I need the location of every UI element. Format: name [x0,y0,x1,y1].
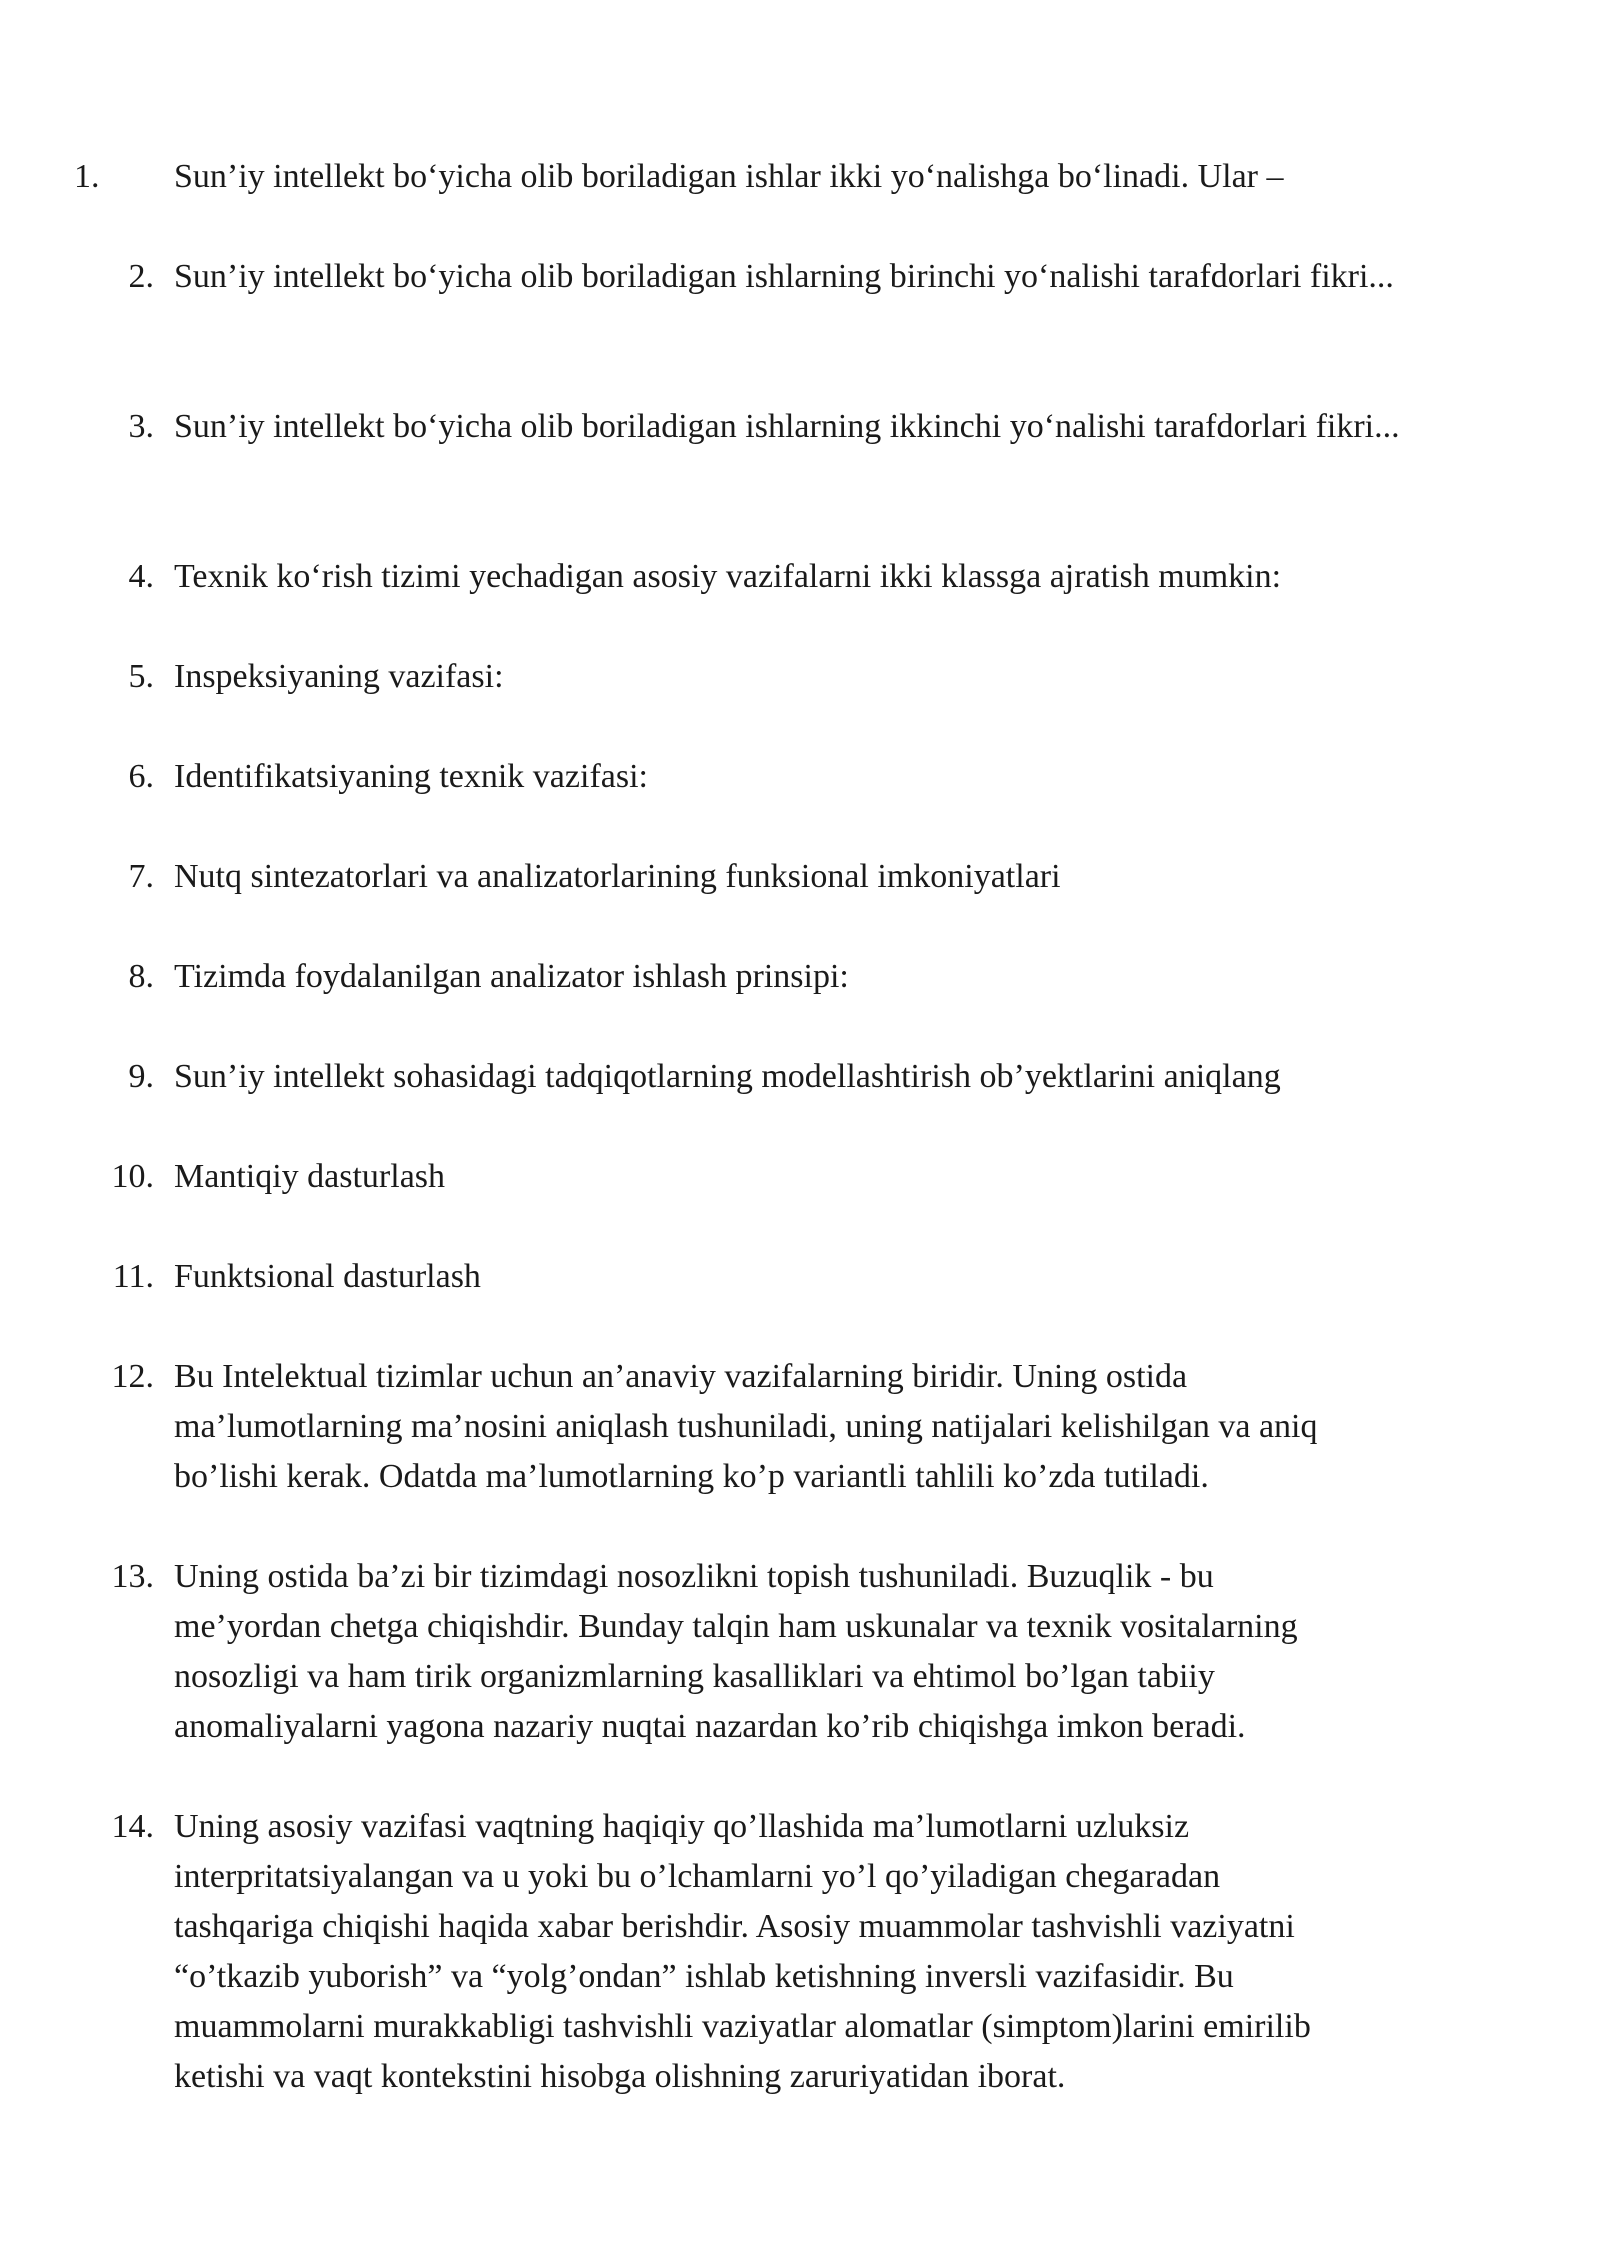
text-line: Texnik ko‘rish tizimi yechadigan asosiy vazifalarni ikki klassga ajratish mumkin: [174,558,1282,595]
list-number: 5. [128,658,154,695]
list-item-text [174,1252,1494,1302]
text-line: me’yordan chetga chiqishdir. Bunday talqin ham uskunalar va texnik vositalarning [174,1608,1298,1645]
list-number: 7. [128,858,154,895]
list-item-text: Sun’iy intellekt bo‘yicha olib boriladigan ishlarning ikkinchi yo‘nalishi tarafdorlari fikri... [174,408,1400,445]
text-line: “o’tkazib yuborish” va “yolg’ondan” ishlab ketishning inversli vazifasidir. Bu [174,1958,1234,1995]
text-line: anomaliyalarni yagona nazariy nuqtai nazardan ko’rib chiqishga imkon beradi. [174,1708,1246,1745]
list-item-text [174,752,1494,802]
list-number: 13. [111,1558,154,1595]
text-line: Identifikatsiyaning texnik vazifasi: [174,758,648,795]
list-number: 1. [74,158,100,195]
list-number: 6. [128,758,154,795]
list-number: 8. [128,958,154,995]
list-item-text [174,652,1494,702]
list-item-text: Sun’iy intellekt bo‘yicha olib boriladigan ishlarning birinchi yo‘nalishi tarafdorlari fikri... [174,258,1394,295]
text-line: muammolarni murakkabligi tashvishli vaziyatlar alomatlar (simptom)larini emirilib [174,2008,1311,2045]
list-item-text [174,552,1494,602]
text-line: Nutq sintezatorlari va analizatorlarining funksional imkoniyatlari [174,858,1061,895]
text-line: ketishi va vaqt kontekstini hisobga olishning zaruriyatidan iborat. [174,2058,1066,2095]
list-item-text [174,1052,1494,1102]
text-line: Inspeksiyaning vazifasi: [174,658,504,695]
list-number: 10. [111,1158,154,1195]
text-line: bo’lishi kerak. Odatda ma’lumotlarning ko’p variantli tahlili ko’zda tutiladi. [174,1458,1209,1495]
text-line: nosozligi va ham tirik organizmlarning kasalliklari va ehtimol bo’lgan tabiiy [174,1658,1215,1695]
text-line: Bu Intelektual tizimlar uchun an’anaviy vazifalarning biridir. Uning ostida [174,1358,1188,1395]
list-item-text [174,1802,1494,2102]
list-item-text [174,852,1494,902]
text-line: ma’lumotlarning ma’nosini aniqlash tushuniladi, uning natijalari kelishilgan va aniq [174,1408,1318,1445]
list-number: 11. [112,1258,154,1295]
list-number: 14. [111,1808,154,1845]
text-line: Funktsional dasturlash [174,1258,481,1295]
text-line: Mantiqiy dasturlash [174,1158,446,1195]
list-item-text [174,152,1494,202]
list-item-text [174,952,1494,1002]
text-line: interpritatsiyalangan va u yoki bu o’lchamlarni yo’l qo’yiladigan chegaradan [174,1858,1221,1895]
text-line: Uning ostida ba’zi bir tizimdagi nosozlikni topish tushuniladi. Buzuqlik - bu [174,1558,1214,1595]
text-line: tashqariga chiqishi haqida xabar berishdir. Asosiy muammolar tashvishli vaziyatni [174,1908,1295,1945]
list-number: 12. [111,1358,154,1395]
list-number: 4. [128,558,154,595]
text-line: Tizimda foydalanilgan analizator ishlash prinsipi: [174,958,849,995]
list-number: 2. [128,258,154,295]
text-line: Sun’iy intellekt bo‘yicha olib boriladigan ishlar ikki yo‘nalishga bo‘linadi. Ular – [174,158,1284,195]
text-line: Uning asosiy vazifasi vaqtning haqiqiy qo’llashida ma’lumotlarni uzluksiz [174,1808,1190,1845]
list-number: 9. [128,1058,154,1095]
list-item-text [174,1352,1494,1502]
text-line: Sun’iy intellekt sohasidagi tadqiqotlarning modellashtirish ob’yektlarini aniqlang [174,1058,1281,1095]
list-item-text [174,1552,1494,1752]
list-number: 3. [128,408,154,445]
list-item-text [174,1152,1494,1202]
